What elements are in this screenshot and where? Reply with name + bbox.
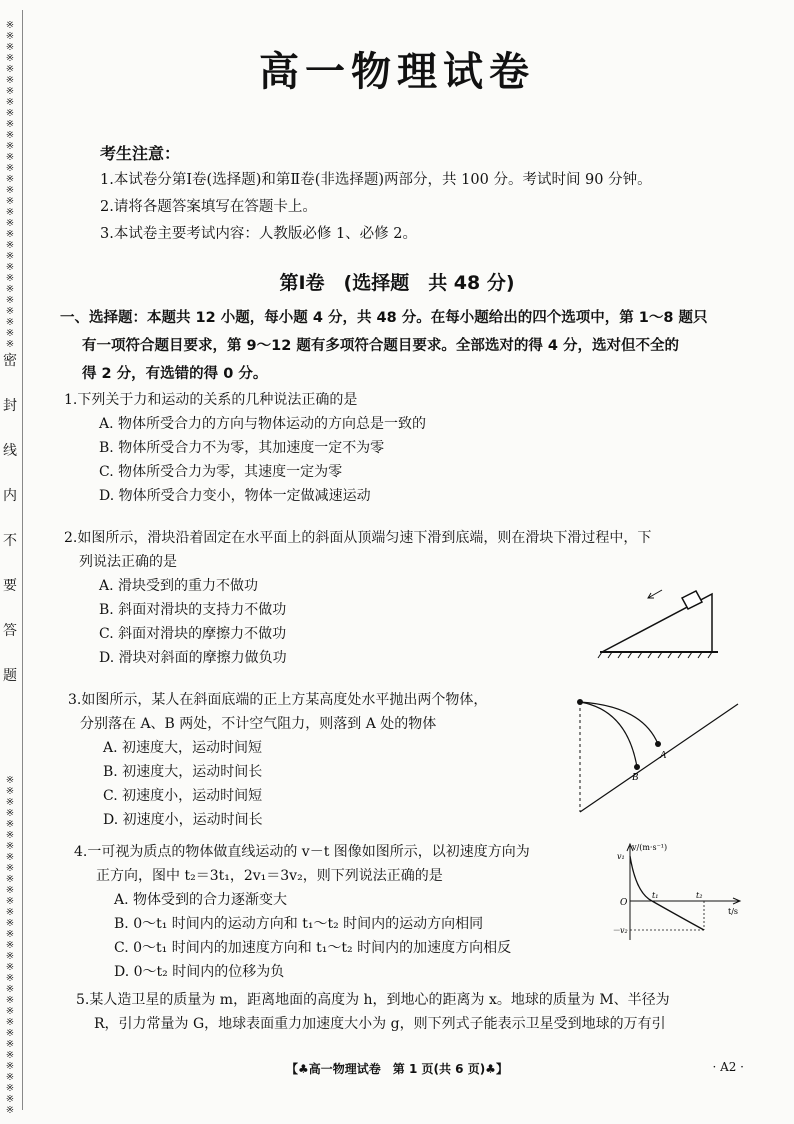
option-a: A. 初速度大，运动时间短: [103, 740, 263, 756]
option-d: D. 物体所受合力变小，物体一定做减速运动: [99, 488, 371, 504]
slider-block: [682, 591, 702, 609]
binding-notice: [2, 350, 18, 710]
section-line: 得 2 分，有选错的得 0 分。: [82, 366, 268, 382]
binding-char: 密: [3, 353, 17, 369]
v-axis-label: v/(m·s⁻¹): [632, 843, 668, 852]
t-axis-label: t/s: [728, 907, 739, 916]
option-c: C. 初速度小，运动时间短: [103, 788, 263, 804]
option-d: D. 0～t₂ 时间内的位移为负: [114, 964, 285, 980]
question-stem: 1.下列关于力和运动的关系的几种说法正确的是: [64, 392, 358, 408]
question-stem: 列说法正确的是: [79, 554, 177, 570]
question-stem: 5.某人造卫星的质量为 m，距离地面的高度为 h，到地心的距离为 x。地球的质量为 M、半径为: [76, 992, 670, 1008]
page-title: 高一物理试卷: [259, 49, 535, 95]
notice-heading: 考生注意：: [100, 144, 181, 163]
binding-char: 内: [3, 488, 17, 504]
t1-label: t₁: [652, 891, 659, 900]
binding-dots-bottom: ※※※※※※※※※※※※※※※※※※※※※※※※※※※※※※※: [5, 775, 15, 1116]
question-stem: 4.一可视为质点的物体做直线运动的 v－t 图像如图所示，以初速度方向为: [74, 844, 530, 860]
binding-char: 线: [3, 443, 17, 459]
question-5: [76, 988, 776, 1036]
t2-label: t₂: [696, 891, 703, 900]
option-c: C. 物体所受合力为零，其速度一定为零: [99, 464, 343, 480]
question-3: [68, 688, 568, 832]
option-b: B. 斜面对滑块的支持力不做功: [99, 602, 287, 618]
trajectory-b: [580, 702, 637, 767]
notice-item: 2.请将各题答案填写在答题卡上。: [100, 199, 317, 215]
binding-margin: [0, 0, 34, 1124]
option-c: C. 斜面对滑块的摩擦力不做功: [99, 626, 287, 642]
projectile-figure: [572, 694, 742, 816]
option-b: B. 物体所受合力不为零，其加速度一定不为零: [99, 440, 385, 456]
question-stem: R，引力常量为 G，地球表面重力加速度大小为 g，则下列式子能表示卫星受到地球的万有引: [94, 1016, 666, 1032]
binding-char: 不: [3, 533, 17, 549]
option-d: D. 滑块对斜面的摩擦力做负功: [99, 650, 287, 666]
binding-char: 封: [3, 398, 17, 414]
question-stem: 正方向，图中 t₂＝3t₁，2v₁＝3v₂，则下列说法正确的是: [96, 868, 443, 884]
v2-label: －v₂: [612, 926, 628, 935]
slope-line: [580, 704, 738, 812]
option-a: A. 物体受到的合力逐渐变大: [114, 892, 288, 908]
part-heading: 第Ⅰ卷 (选择题 共 48 分): [279, 272, 515, 294]
vt-graph: [612, 838, 747, 948]
page-footer: 【♣高一物理试卷 第 1 页(共 6 页)♣】: [286, 1062, 508, 1076]
vt-curve: [630, 856, 704, 930]
option-a: A. 滑块受到的重力不做功: [99, 578, 259, 594]
v1-label: v₁: [617, 852, 625, 861]
point-b: [634, 764, 640, 770]
point-a: [655, 741, 661, 747]
option-d: D. 初速度小，运动时间长: [103, 812, 263, 828]
question-stem: 2.如图所示，滑块沿着固定在水平面上的斜面从顶端匀速下滑到底端，则在滑块下滑过程中，下: [64, 530, 652, 546]
incline-figure: [596, 574, 726, 664]
question-stem: 3.如图所示，某人在斜面底端的正上方某高度处水平抛出两个物体，: [68, 692, 488, 708]
binding-line: [22, 10, 23, 1110]
binding-char: 要: [3, 578, 17, 594]
option-b: B. 0～t₁ 时间内的运动方向和 t₁～t₂ 时间内的运动方向相同: [114, 916, 484, 932]
section-instructions: [60, 304, 765, 388]
question-1: [64, 388, 764, 508]
exam-notice: [100, 140, 652, 248]
label-b: B: [632, 772, 639, 783]
binding-char: 题: [3, 668, 17, 684]
question-stem: 分别落在 A、B 两处，不计空气阻力，则落到 A 处的物体: [80, 716, 437, 732]
section-line: 一、选择题：本题共 12 小题，每小题 4 分，共 48 分。在每小题给出的四个选项中，第 1～8 题只: [60, 310, 708, 326]
notice-item: 3.本试卷主要考试内容：人教版必修 1、必修 2。: [100, 226, 418, 242]
page-code: · A2 ·: [712, 1060, 744, 1074]
notice-item: 1.本试卷分第Ⅰ卷(选择题)和第Ⅱ卷(非选择题)两部分，共 100 分。考试时间 90 分钟。: [100, 172, 652, 188]
label-a: A: [660, 750, 667, 761]
option-c: C. 0～t₁ 时间内的加速度方向和 t₁～t₂ 时间内的加速度方向相反: [114, 940, 512, 956]
binding-char: 答: [3, 623, 17, 639]
section-line: 有一项符合题目要求，第 9～12 题有多项符合题目要求。全部选对的得 4 分，选对但不全的: [82, 338, 680, 354]
question-4: [74, 840, 634, 984]
origin-label: O: [620, 898, 628, 908]
binding-dots-top: ※※※※※※※※※※※※※※※※※※※※※※※※※※※※※※: [5, 20, 15, 350]
option-b: B. 初速度大，运动时间长: [103, 764, 263, 780]
option-a: A. 物体所受合力的方向与物体运动的方向总是一致的: [99, 416, 427, 432]
